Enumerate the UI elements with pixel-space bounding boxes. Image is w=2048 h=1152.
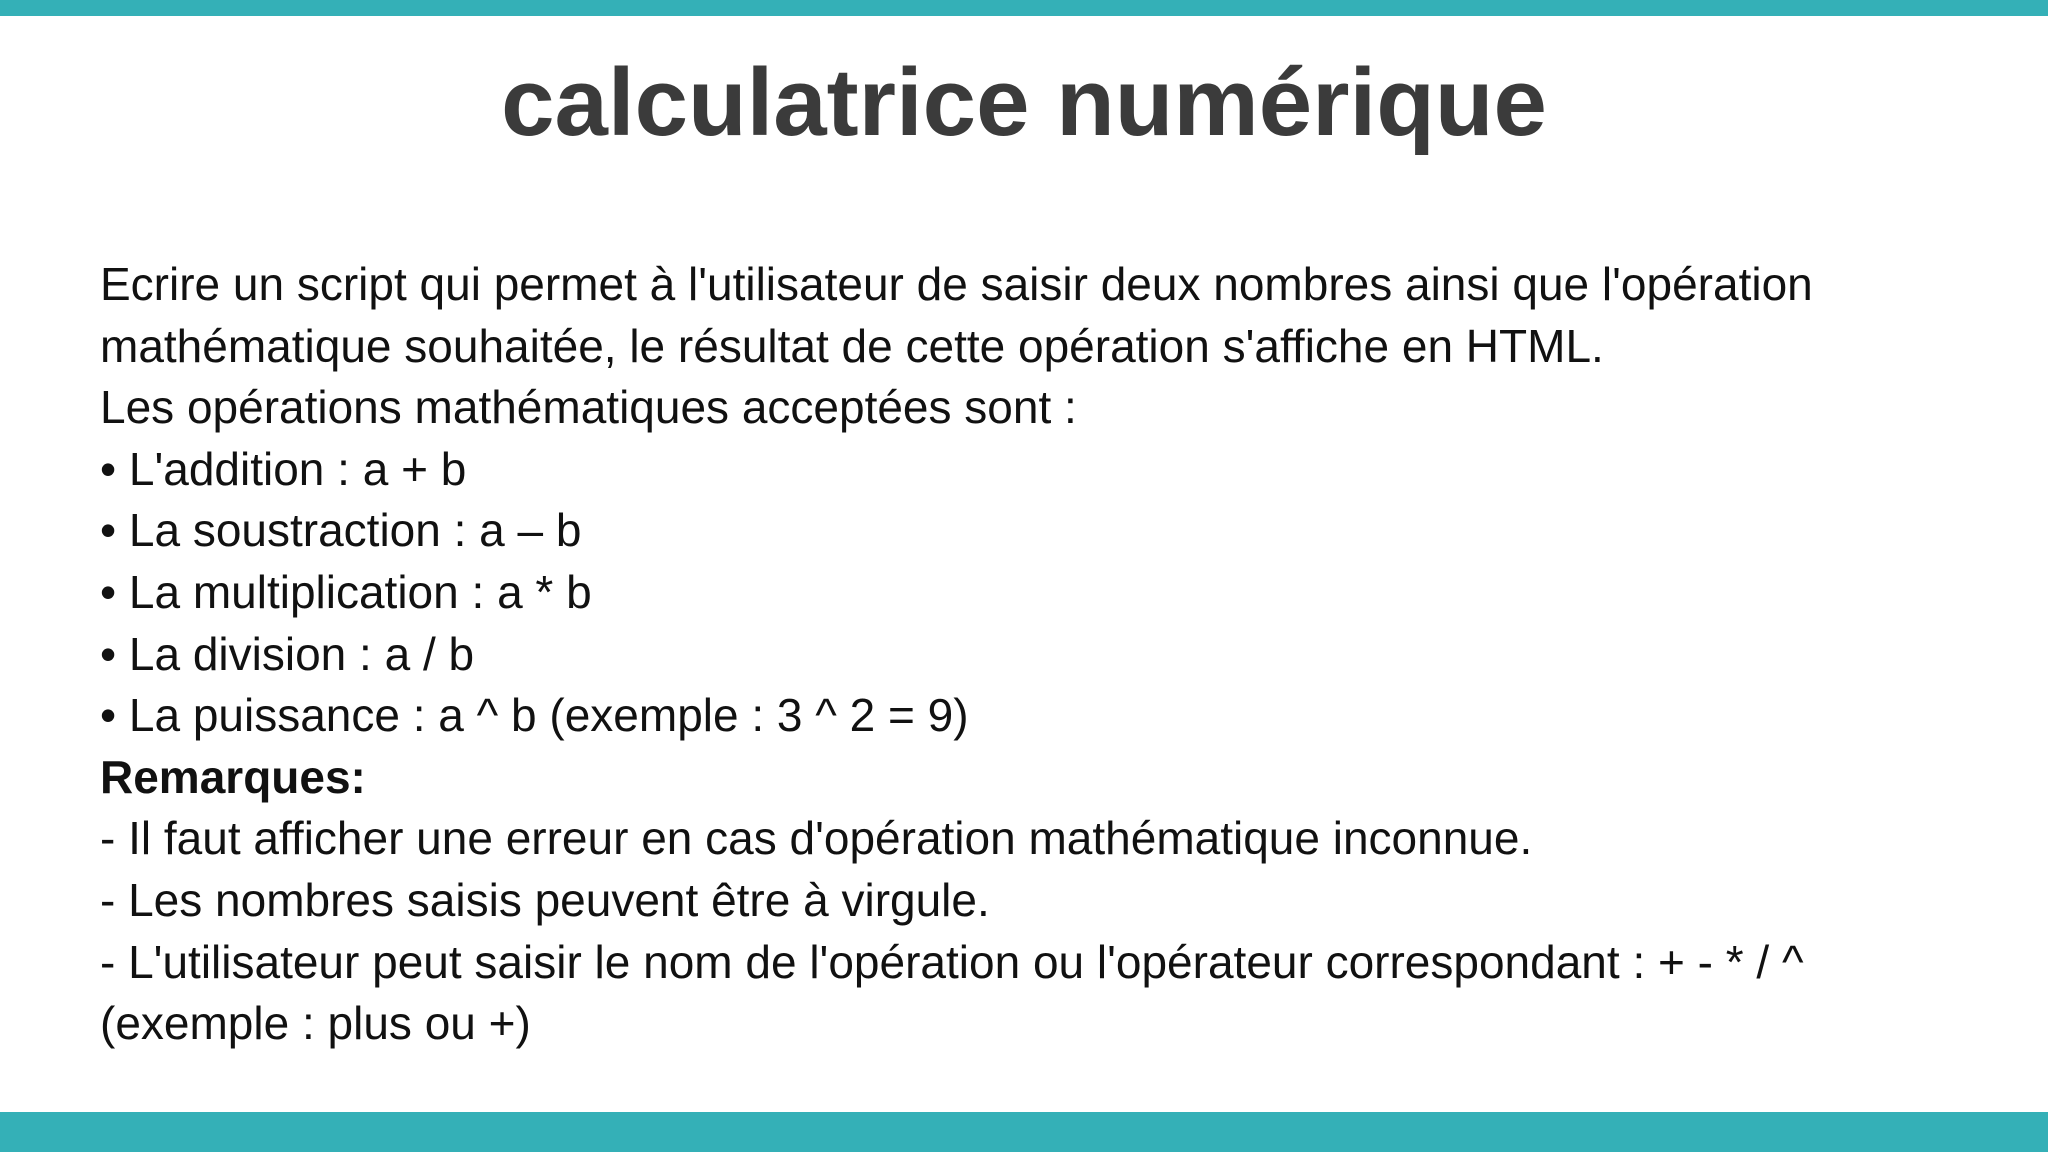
operation-item-subtraction: • La soustraction : a – b — [100, 504, 582, 557]
remark-item-error: - Il faut afficher une erreur en cas d'opération mathématique inconnue. — [100, 812, 1533, 865]
remark-item-decimals: - Les nombres saisis peuvent être à virgule. — [100, 873, 990, 926]
operation-item-power: • La puissance : a ^ b (exemple : 3 ^ 2 = 9) — [100, 689, 969, 742]
top-accent-bar — [0, 0, 2048, 16]
operation-item-multiplication: • La multiplication : a * b — [100, 565, 592, 618]
operation-item-division: • La division : a / b — [100, 627, 475, 680]
remark-item-operator-input: - L'utilisateur peut saisir le nom de l'opération ou l'opérateur correspondant : + - * / ^ (exemple : plus ou +) — [100, 935, 1804, 1050]
intro-paragraph: Ecrire un script qui permet à l'utilisateur de saisir deux nombres ainsi que l'opération mathématique souhaitée, le résultat de cette opération s'affiche en HTML. — [100, 258, 1813, 372]
remarks-heading: Remarques: — [100, 750, 366, 803]
operations-heading: Les opérations mathématiques acceptées sont : — [100, 381, 1077, 434]
page-title: calculatrice numérique — [501, 49, 1547, 156]
operation-item-addition: • L'addition : a + b — [100, 442, 467, 495]
slide-body — [100, 254, 1980, 1055]
bottom-accent-bar — [0, 1112, 2048, 1152]
